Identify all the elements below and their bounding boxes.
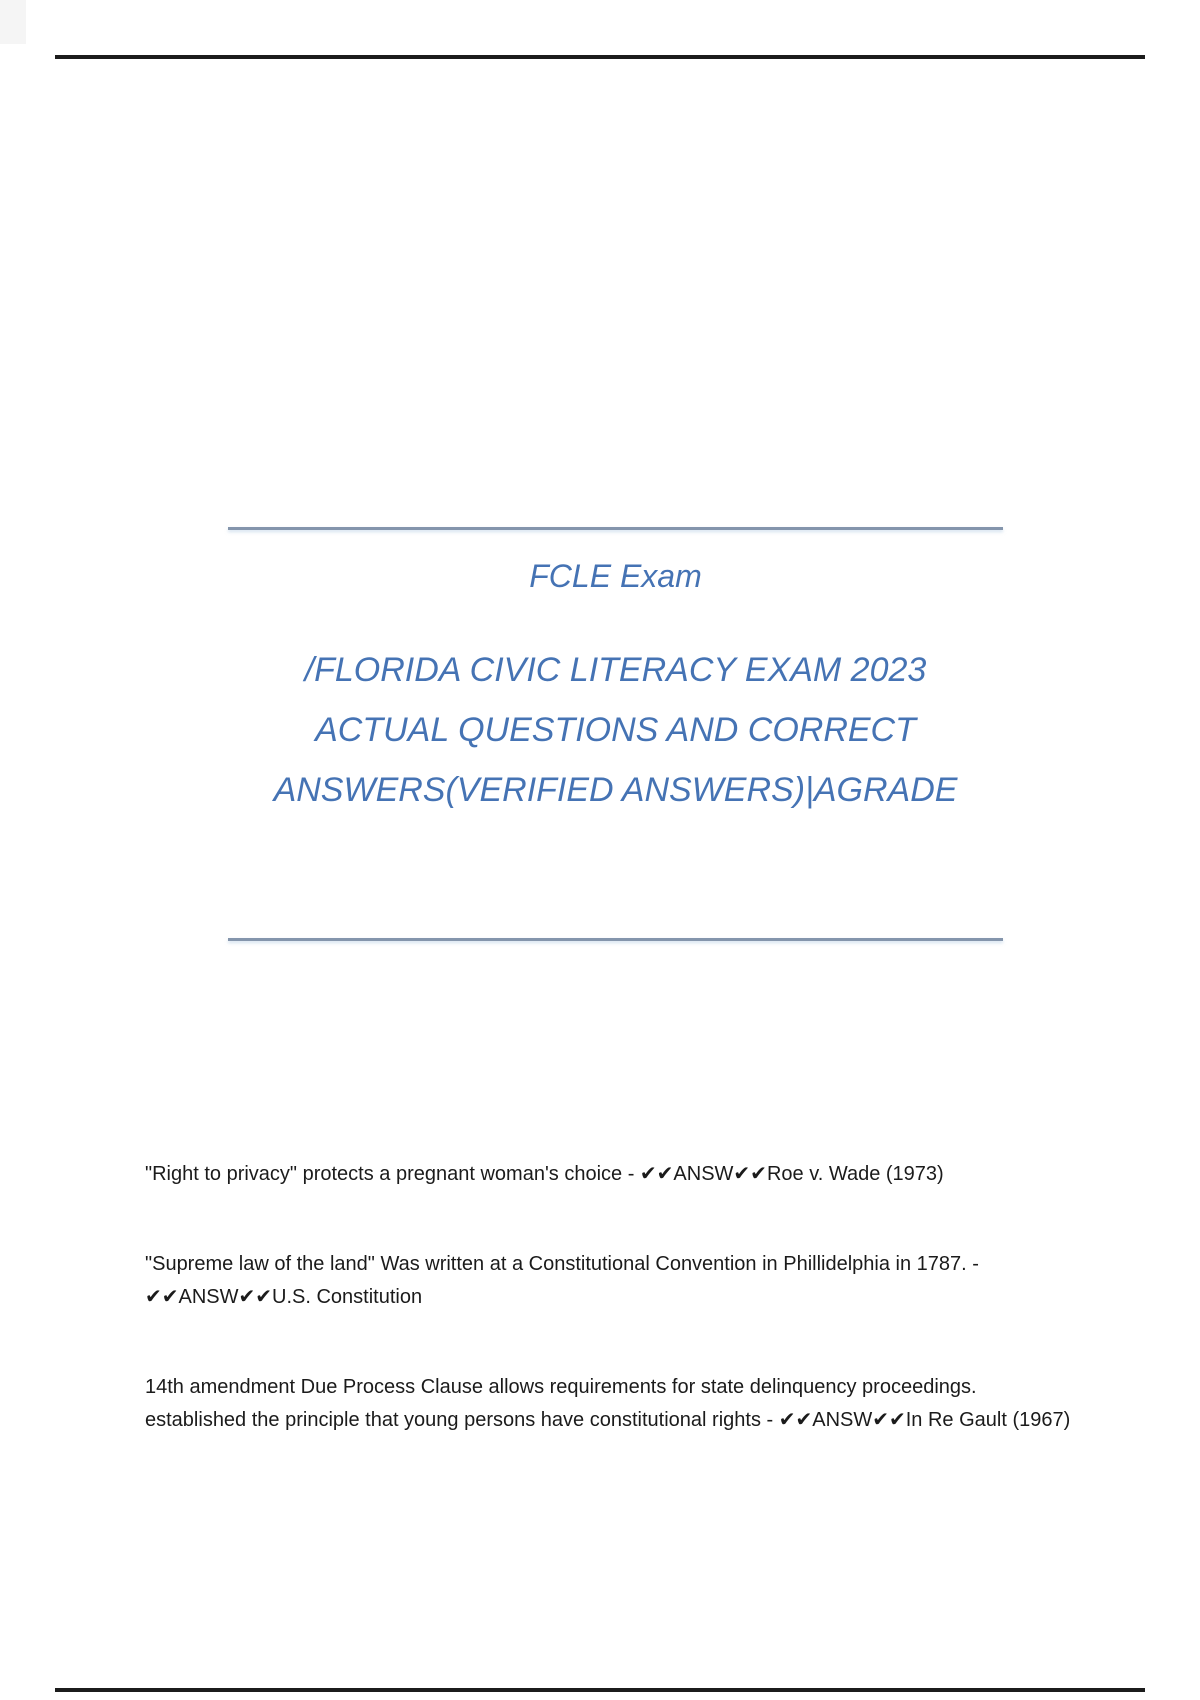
qa-item-3-line-2: established the principle that young persons have constitutional rights - ✔✔ANSW✔✔In Re Gault (1967) [145,1409,1071,1431]
title-divider-top [228,527,1003,530]
qa-item-2 [145,1248,1045,1314]
document-subtitle [228,640,1003,820]
qa-item-3-line-1: 14th amendment Due Process Clause allows requirements for state delinquency proceedings. [145,1376,977,1398]
page-bottom-border [55,1688,1145,1692]
qa-item-1 [145,1158,1045,1191]
document-subtitle-line-3: ANSWERS(VERIFIED ANSWERS)|AGRADE [273,771,958,809]
title-divider-bottom [228,938,1003,941]
document-subtitle-line-2: ACTUAL QUESTIONS AND CORRECT [315,711,916,749]
qa-list [145,1158,1071,1494]
qa-item-2-line-1: "Supreme law of the land" Was written at a Constitutional Convention in Phillidelphia in 1787. - [145,1253,979,1275]
page-top-border [55,55,1145,59]
qa-item-1-line-1: "Right to privacy" protects a pregnant woman's choice - ✔✔ANSW✔✔Roe v. Wade (1973) [145,1163,944,1185]
scan-corner-artifact [0,0,26,44]
document-title: FCLE Exam [529,558,702,594]
document-subtitle-line-1: /FLORIDA CIVIC LITERACY EXAM 2023 [304,651,927,689]
qa-item-2-line-2: ✔✔ANSW✔✔U.S. Constitution [145,1286,423,1308]
qa-item-3 [145,1371,1071,1437]
